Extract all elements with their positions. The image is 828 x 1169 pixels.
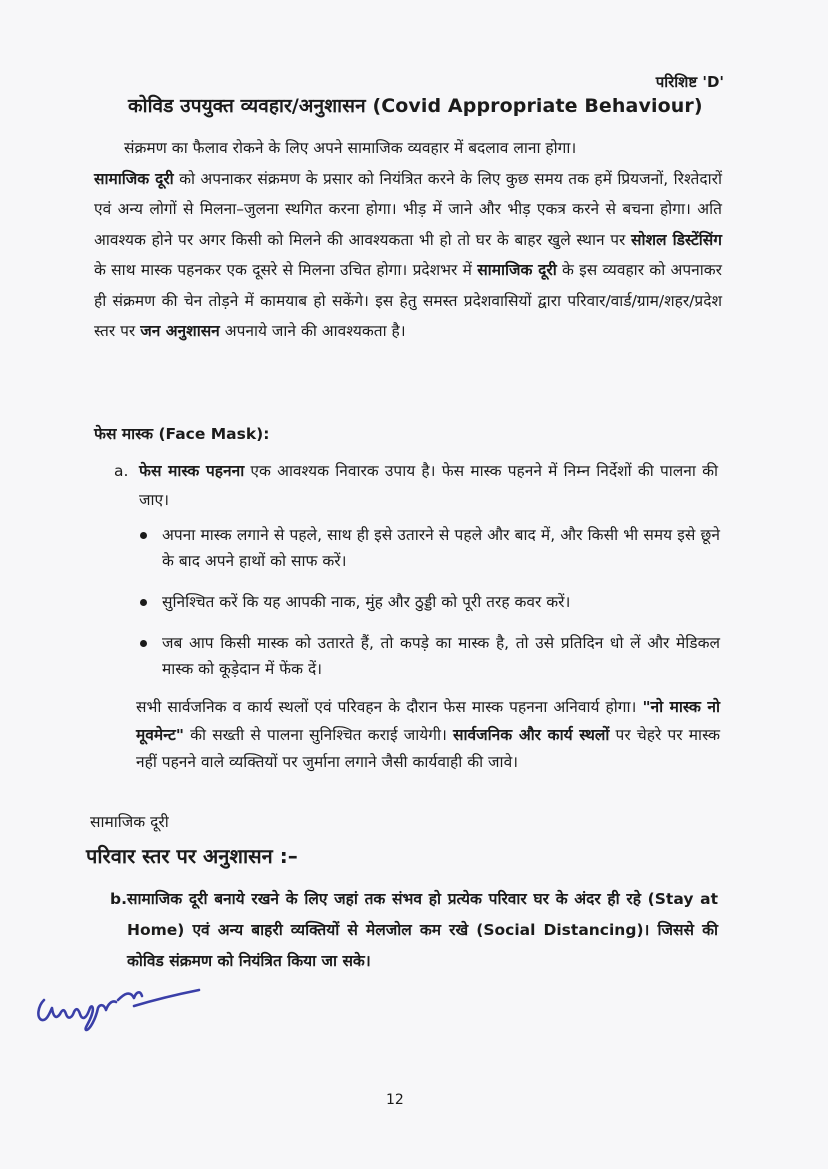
mask-instruction-list bbox=[136, 522, 720, 697]
face-mask-heading: फेस मास्क (Face Mask): bbox=[94, 425, 270, 443]
item-b-marker: b. bbox=[110, 890, 127, 908]
item-a-bold: फेस मास्क पहनना bbox=[139, 462, 245, 480]
intro-bold-social-distancing: सोशल डिस्टेंसिंग bbox=[630, 230, 722, 249]
bullet-icon bbox=[140, 640, 147, 647]
public-workplaces-bold: सार्वजनिक और कार्य स्थलों bbox=[453, 725, 610, 744]
list-item-b bbox=[110, 884, 718, 977]
no-mask-no-movement: "नो मास्क नो मूवमेन्ट" bbox=[136, 698, 720, 744]
bullet-icon bbox=[140, 532, 147, 539]
family-discipline-heading: परिवार स्तर पर अनुशासन :– bbox=[86, 844, 298, 868]
bullet-text: जब आप किसी मास्क को उतारते हैं, तो कपड़े का मास्क है, तो उसे प्रतिदिन धो लें और मेडिकल मास्क को कूड़ेदान में फेंक दें। bbox=[162, 634, 720, 678]
page-number: 12 bbox=[386, 1092, 404, 1108]
bullet-icon bbox=[140, 599, 147, 606]
mask-text-1: सभी सार्वजनिक व कार्य स्थलों एवं परिवहन के दौरान फेस मास्क पहनना अनिवार्य होगा। bbox=[136, 698, 643, 716]
annex-label: परिशिष्ट 'D' bbox=[655, 73, 724, 91]
signature-image bbox=[34, 978, 209, 1038]
list-item-a bbox=[114, 457, 718, 515]
mask-text-3: पर चेहरे पर मास्क नहीं पहनने वाले व्यक्तियों पर जुर्माना लगाने जैसी कार्यवाही की जावे। bbox=[136, 725, 720, 771]
item-b-text: सामाजिक दूरी बनाये रखने के लिए जहां तक संभव हो प्रत्येक परिवार घर के अंदर ही रहे (Stay at Home) एवं अन्य बाहरी व्यक्तियों से मेलजोल कम रखे (Social Distancing)। जिससे की कोविड संक्रमण को नियंत्रित किया जा सके। bbox=[127, 890, 718, 970]
intro-bold-public-discipline: जन अनुशासन bbox=[140, 322, 220, 340]
item-a-body: एक आवश्यक निवारक उपाय है। फेस मास्क पहनने में निम्न निर्देशों की पालना की जाए। bbox=[139, 462, 719, 509]
bullet-text: अपना मास्क लगाने से पहले, साथ ही इसे उतारने से पहले और बाद में, और किसी भी समय इसे छूने के बाद अपने हाथों को साफ करें। bbox=[162, 526, 720, 570]
bullet-text: सुनिश्चित करें कि यह आपकी नाक, मुंह और ठुड्डी को पूरी तरह कवर करें। bbox=[162, 593, 571, 611]
item-a-marker: a. bbox=[114, 462, 129, 480]
document-title: कोविड उपयुक्त व्यवहार/अनुशासन (Covid Appropriate Behaviour) bbox=[128, 95, 703, 117]
mask-text-2: की सख्ती से पालना सुनिश्चित कराई जायेगी। bbox=[183, 725, 454, 744]
intro-paragraph bbox=[94, 133, 722, 347]
intro-text-3: के साथ मास्क पहनकर एक दूसरे से मिलना उचित होगा। प्रदेशभर में bbox=[94, 261, 478, 279]
intro-text-4: के इस व्यवहार को अपनाकर ही संक्रमण की चेन तोड़ने में कामयाब हो सकेंगे। इस हेतु समस्त प्रदेशवासियों द्वारा परिवार/वार्ड/ग्राम/शहर/प्रदेश स्तर पर bbox=[94, 261, 722, 340]
intro-bold-social-distance-2: सामाजिक दूरी bbox=[477, 261, 557, 279]
mask-mandatory-paragraph bbox=[136, 694, 720, 777]
intro-bold-social-distance: सामाजिक दूरी bbox=[94, 169, 174, 188]
intro-text-2: को अपनाकर संक्रमण के प्रसार को नियंत्रित करने के लिए कुछ समय तक हमें प्रियजनों, रिश्तेदारों एवं अन्य लोगों से मिलना–जुलना स्थगित करना होगा। भीड़ में जाने और भीड़ एकत्र करने से बचना होगा। अति आवश्यक होने पर अगर किसी को मिलने की आवश्यकता भी हो तो घर के बाहर खुले स्थान पर bbox=[94, 169, 722, 249]
list-item bbox=[136, 589, 720, 615]
social-distance-heading: सामाजिक दूरी bbox=[90, 813, 169, 831]
intro-text-1: संक्रमण का फैलाव रोकने के लिए अपने सामाजिक व्यवहार में बदलाव लाना होगा। bbox=[124, 139, 577, 157]
list-item bbox=[136, 522, 720, 574]
list-item bbox=[136, 630, 720, 682]
intro-text-5: अपनाये जाने की आवश्यकता है। bbox=[219, 322, 406, 340]
item-a-text bbox=[139, 457, 718, 515]
